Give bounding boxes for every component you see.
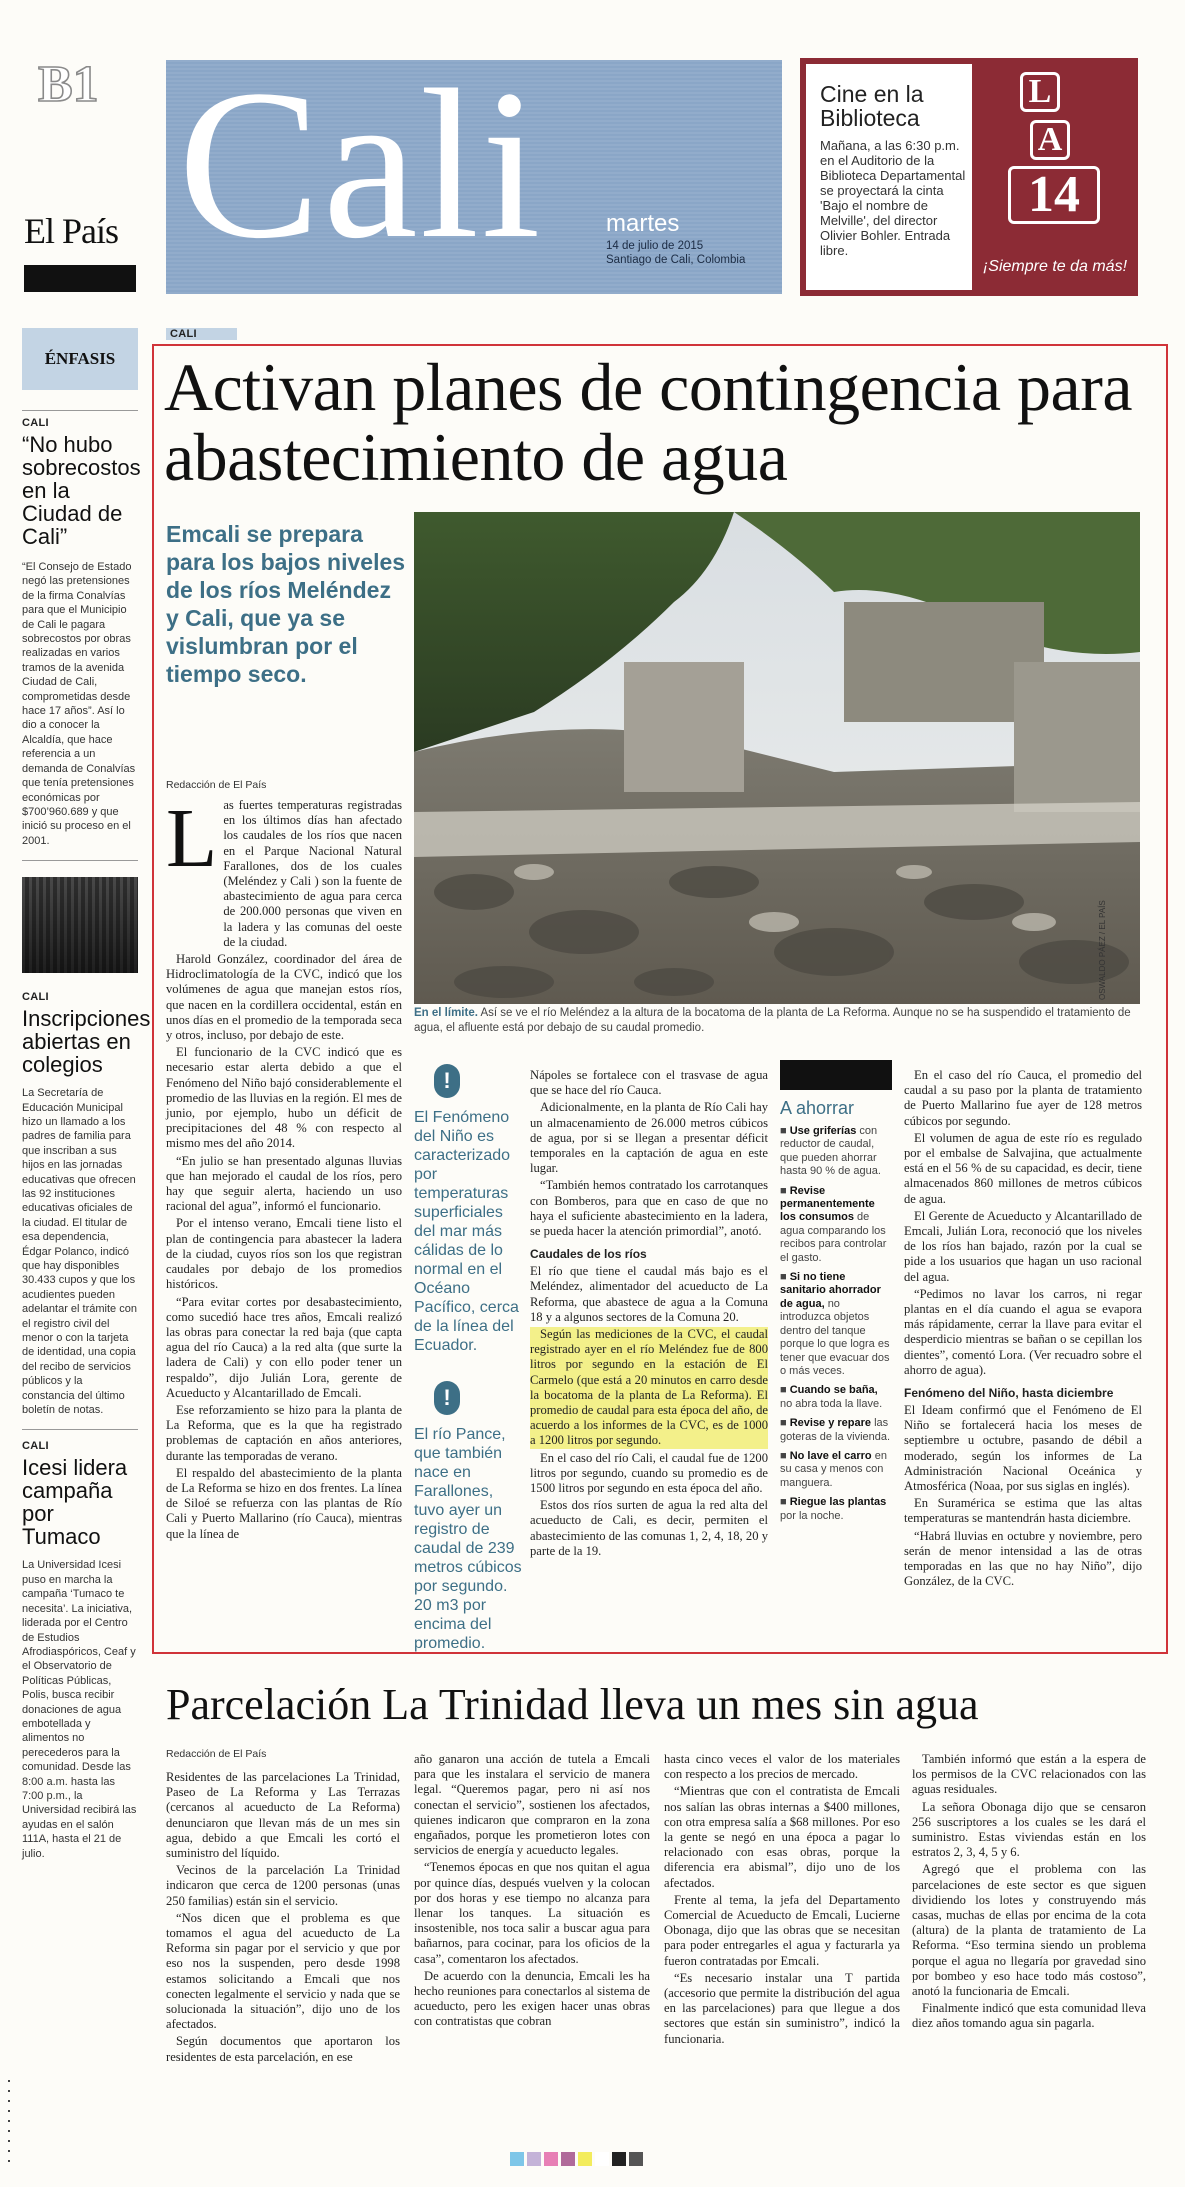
paragraph: Frente al tema, la jefa del Departamento Comercial de Acueducto de Emcali, Lucierne Obonaga, dijo que las obras que se necesitan para poder entregarles el agua y facturarla ya fueron contratadas por Emcali. — [664, 1892, 900, 1968]
exclamation-icon: ! — [434, 1064, 460, 1098]
paragraph: En el caso del río Cauca, el promedio del caudal a su paso por la planta de tratamiento de Puerto Mallarino fue ayer de 128 metros cúbicos por segundo. — [904, 1068, 1142, 1128]
paragraph: El respaldo del abastecimiento de la planta de La Reforma se hizo en dos frentes. La línea de Siloé se refuerza con las plantas de Río Cali y Puerto Mallarino (río Cauca), mientras que la línea de — [166, 1465, 402, 1541]
drop-cap: L — [166, 792, 218, 885]
paragraph: Estos dos ríos surten de agua la red alta del acueducto de Cali, es decir, permiten el abastecimiento de las comunas 1, 2, 4, 18, 20 y parte de la 19. — [530, 1498, 768, 1558]
la14-letter-a: A — [1030, 120, 1070, 160]
paragraph: Ese reforzamiento se hizo para la planta de La Reforma, que es la que ha registrado problemas de captación en años anteriores, durante las temporadas de verano. — [166, 1402, 402, 1463]
main-headline: Activan planes de contingencia para abastecimiento de agua — [164, 349, 1133, 495]
color-swatch — [561, 2152, 575, 2166]
paragraph: año ganaron una acción de tutela a Emcali para que les instalara el servicio de manera legal. “Queremos pagar, pero ni así nos conectan el servicio”, sostienen los afectados, quienes indicaron que compraron en la zona engañados, porque les prometieron lotes con servicios de energía y acueducto legales. — [414, 1752, 650, 1858]
second-headline: Parcelación La Trinidad lleva un mes sin agua — [166, 1680, 979, 1729]
paragraph: Adicionalmente, en la planta de Río Cali hay un almacenamiento de 26.000 metros cúbicos de agua, por si se llegan a presentar déficit temporales en la captación de agua en este lugar. — [530, 1100, 768, 1176]
subhead: Caudales de los ríos — [530, 1247, 647, 1262]
second-col-4 — [912, 1752, 1146, 2034]
main-col-3 — [530, 1068, 768, 1561]
paragraph: Residentes de las parcelaciones La Trinidad, Paseo de La Reforma y Las Terrazas (cercanos al acueducto de La Reforma) denunciaron que llevan más de un mes sin agua, debido a que Emcali les cortó el suministro del líquido. — [166, 1770, 400, 1861]
logo-black-bar — [24, 265, 136, 292]
caption-lead: En el límite. — [414, 1007, 478, 1019]
la14-slogan: ¡Siempre te da más! — [982, 258, 1128, 275]
sidebar-kicker: CALI — [22, 991, 49, 1004]
sidebar-headline: Icesi lidera campaña por Tumaco — [22, 1455, 128, 1550]
main-col-5 — [904, 1068, 1142, 1592]
paragraph: hasta cinco veces el valor de los materiales con respecto a los precios de mercado. — [664, 1752, 900, 1782]
color-swatch — [578, 2152, 592, 2166]
main-col-1 — [166, 792, 402, 1544]
paragraph: Vecinos de la parcelación La Trinidad indicaron que cerca de 1200 personas (unas 250 familias) están sin el servicio. — [166, 1863, 400, 1908]
color-swatch — [612, 2152, 626, 2166]
promo-text: Mañana, a las 6:30 p.m. en el Auditorio de la Biblioteca Departamental se proyectará la cinta 'Bajo el nombre de Melville', del director Olivier Bohler. Entrada libre. — [820, 138, 966, 258]
color-swatch — [510, 2152, 524, 2166]
exclamation-icon: ! — [434, 1381, 460, 1415]
caption-text: Así se ve el río Meléndez a la altura de la bocatoma de la planta de La Reforma. Aunque no se ha suspendido el tratamiento de agua, el afluente está por debajo de su caudal promedio. — [414, 1007, 1131, 1034]
color-swatch — [527, 2152, 541, 2166]
tip-item: ■ Use griferías con reductor de caudal, que pueden ahorrar hasta 90 % de agua. — [780, 1125, 881, 1178]
photo-caption — [414, 1006, 1140, 1036]
main-byline: Redacción de El País — [166, 779, 267, 791]
photo-credit: OSWALDO PÁEZ / EL PAÍS — [1098, 900, 1107, 1000]
issue-day: martes — [606, 210, 680, 237]
sidebar-text: La Universidad Icesi puso en marcha la campaña ‘Tumaco te necesita’. La iniciativa, liderada por el Centro de Estudios Afrodiaspóricos, Ceaf y el Observatorio de Políticas Públicas, Polis, busca recibir donaciones de agua embotellada y alimentos no perecederos para la comunidad. Desde las 8:00 a.m. hasta las 7:00 p.m., la Universidad recibirá las ayudas en el salón 111A, hasta el 21 de julio. — [22, 1559, 137, 1860]
paragraph: “Tenemos épocas en que nos quitan el agua por quince días, después vuelven y la colocan por dos horas y ese tiempo no alcanza para llenar los tanques. La situación es insostenible, nos toca salir a buscar agua para bañarnos, para cocinar, para los oficios de la casa”, comentaron los afectados. — [414, 1860, 650, 1966]
fact-text: El río Pance, que también nace en Farallones, tuvo ayer un registro de caudal de 239 metros cúbicos por segundo. 20 m3 por encima del promedio. — [414, 1426, 522, 1652]
paragraph: “Habrá lluvias en octubre y noviembre, pero serán de menor intensidad a las de otras temporadas en las que no hay Niño”, dijo González, de la CVC. — [904, 1528, 1142, 1589]
paragraph: “Para evitar cortes por desabastecimiento, como sucedió hace tres años, Emcali realizó las obras para conectar la red baja (que capta agua del río Cauca) a la red alta (que surte la ladera de Cali) y con ello poder tener un respaldo”, dijo Julián Lora, gerente de Acueducto y Alcantarillado de Emcali. — [166, 1294, 402, 1400]
sidebar-item[interactable] — [22, 1440, 138, 1861]
paragraph: También informó que están a la espera de los permisos de la CVC relacionados con las aguas residuales. — [912, 1752, 1146, 1797]
paragraph: Por el intenso verano, Emcali tiene listo el plan de contingencia para abastecer la ladera de la ciudad, cuyos ríos son los que registran caudales por debajo de los promedios históricos. — [166, 1216, 402, 1292]
paragraph: El Gerente de Acueducto y Alcantarillado de Emcali, Julián Lora, reconoció que los niveles de los ríos han bajado, razón por la cual se pide a los usuarios que hagan un uso racional del agua. — [904, 1208, 1142, 1284]
paragraph: Nápoles se fortalece con el trasvase de agua que se hace del río Cauca. — [530, 1068, 768, 1098]
paragraph: “En julio se han presentado algunas lluvias que han mejorado el caudal de los ríos, pero hay que seguir alerta, haciendo un uso racional del agua”, informó el funcionario. — [166, 1153, 402, 1214]
sidebar-text: “El Consejo de Estado negó las pretensiones de la firma Conalvías para que el Municipio de Cali le pagara sobrecostos por obras realizadas en varios tramos de la avenida Ciudad de Cali, comprometidas desde hace 17 años”. Así lo dio a conocer la Alcaldía, que hace referencia a un demanda de Conalvías que tenía pretensiones económicas por $700’960.689 y que inició su proceso en el 2001. — [22, 561, 136, 847]
paragraph: “Pedimos no lavar los carros, ni regar plantas en el día cuando el agua se evapora más rápidamente, cerrar la llave para evitar el desperdicio mientras se bañan o se cepillan los dientes”, comentó Lora. (Ver recuadro sobre el ahorro de agua). — [904, 1286, 1142, 1377]
promo-box[interactable] — [800, 58, 1138, 296]
tip-item: ■ Revise y repare las goteras de la vivienda. — [780, 1417, 891, 1443]
sidebar-item[interactable] — [22, 991, 151, 1417]
paragraph: De acuerdo con la denuncia, Emcali les ha hecho reuniones para conectarlos al sistema de acueducto, pero les exigen hacer unas obras con contratistas que cobran — [414, 1968, 650, 2029]
fold-marks — [8, 2080, 10, 2170]
paragraph: as fuertes temperaturas registradas en los últimos días han afectado los caudales de los ríos que nacen en el Parque Nacional Natural Farallones, dos de los cuales (Meléndez y Cali ) son la fuente de abastecimiento de agua para cerca de 200.000 personas que viven en la ladera y las comunas del oeste de la ciudad. — [223, 798, 402, 949]
la14-letter-l: L — [1020, 72, 1060, 112]
paragraph: El Ideam confirmó que el Fenómeno de El Niño se fortalecerá hacia los meses de septiembre u octubre, pasando de débil a moderado, según los informes de La Administración Nacional Oceánica y Atmosférica (Noaa, por sus siglas en inglés). — [904, 1403, 1142, 1494]
paragraph: “Es necesario instalar una T partida (accesorio que permite la distribución del agua en las parcelaciones) para que llegue a dos sectores que están sin suministro”, indicó la funcionaria. — [664, 1970, 900, 2046]
tips-black-bar — [780, 1060, 892, 1090]
highlighted-paragraph: Según las mediciones de la CVC, el caudal registrado ayer en el río Meléndez fue de 800 litros por segundo en la estación de El Carmelo (que está a 20 minutos en carro desde la bocatoma de la planta de La Reforma). El promedio de caudal para esta época del año, de acuerdo a los informes de la CVC, es de 1000 a 1200 litros por segundo. — [530, 1327, 768, 1448]
issue-place: Santiago de Cali, Colombia — [606, 254, 746, 266]
issue-date: 14 de julio de 2015 — [606, 240, 704, 252]
section-code: B1 — [38, 56, 99, 113]
second-col-2 — [414, 1752, 650, 2032]
main-photo — [414, 512, 1140, 1004]
section-banner — [166, 46, 782, 294]
tip-item: ■ Si no tiene sanitario ahorrador de agua, no introduzca objetos dentro del tanque porque lo que logra es tener que evacuar dos o más veces. — [780, 1271, 890, 1377]
paragraph: En el caso del río Cali, el caudal fue de 1200 litros por segundo, cuando su promedio es de 1500 litros por segundo en esta época del año. — [530, 1450, 768, 1496]
tips-title: A ahorrar — [780, 1098, 855, 1118]
color-swatch — [544, 2152, 558, 2166]
paragraph: Según documentos que aportaron los residentes de esta parcelación, en ese — [166, 2034, 400, 2064]
la14-number: 14 — [1008, 166, 1100, 224]
paragraph: El funcionario de la CVC indicó que es necesario estar alerta debido a que el Fenómeno del Niño bajó considerablemente el promedio de las lluvias en la región. El mes de junio, por ejemplo, hubo un déficit de precipitaciones del 48 % con respecto al mismo mes del año 2014. — [166, 1045, 402, 1151]
sidebar-headline: “No hubo sobrecostos en la Ciudad de Cali” — [22, 432, 141, 549]
sidebar-kicker: CALI — [22, 1440, 49, 1453]
tip-item: ■ Revise permanentemente los consumos de agua comparando los recibos para controlar el gasto. — [780, 1184, 887, 1264]
paragraph: En Suramérica se estima que las altas temperaturas se mantendrán hasta diciembre. — [904, 1496, 1142, 1526]
color-swatch — [629, 2152, 643, 2166]
newspaper-logo: El País — [24, 211, 119, 251]
section-name: Cali — [178, 46, 543, 283]
second-col-1 — [166, 1770, 400, 2067]
main-deck: Emcali se prepara para los bajos niveles de los ríos Meléndez y Cali, que ya se vislumbran por el tiempo seco. — [166, 521, 406, 687]
color-registration-strip — [510, 2152, 643, 2166]
sidebar — [22, 328, 151, 1861]
subhead: Fenómeno del Niño, hasta diciembre — [904, 1386, 1114, 1401]
paragraph: Harold González, coordinador del área de Hidroclimatología de la CVC, indicó que los volúmenes de agua que manejan estos ríos, que nacen en la cordillera occidental, están en unos días en el promedio de la temporada seca y otros, incluso, por debajo de este. — [166, 952, 402, 1043]
sidebar-title: ÉNFASIS — [22, 328, 138, 390]
color-swatch — [595, 2152, 609, 2166]
tips-box — [780, 1060, 892, 1529]
paragraph: La señora Obonaga dijo que se censaron 256 suscriptores a los cuales se les dará el suministro. Estas viviendas están en los estratos 2, 3, 4, 5 y 6. — [912, 1799, 1146, 1860]
main-kicker: CALI — [166, 328, 237, 340]
sidebar-headline: Inscripciones abiertas en colegios — [22, 1006, 151, 1078]
tip-item: ■ Cuando se baña, no abra toda la llave. — [780, 1384, 883, 1410]
paragraph: “Nos dicen que el problema es que tomamos el agua del acueducto de La Reforma sin pagar por el servicio y que por eso nos la suspenden, pero desde 1998 estamos solicitando a Emcali que nos conecten legalmente el servicio y nada que se solucionada la situación”, dijo uno de los afectados. — [166, 1910, 400, 2032]
paragraph: El río que tiene el caudal más bajo es el Meléndez, alimentador del acueducto de La Reforma, que abastece de agua a la Comuna 18 y a algunos sectores de la Comuna 20. — [530, 1264, 768, 1324]
paragraph: Finalmente indicó que esta comunidad lleva diez años tomando agua sin pagarla. — [912, 2001, 1146, 2031]
river-photo-illustration — [414, 512, 1140, 1004]
sidebar-thumbnail — [22, 877, 138, 973]
sidebar-kicker: CALI — [22, 417, 49, 429]
paragraph: Agregó que el problema con las parcelaciones de este sector es que siguen dividiendo los lotes y construyendo más casas, muchas de ellas por encima de la cota (altura) de la planta de tratamiento de La Reforma. “Eso termina siendo un problema porque el agua no llegaría por gravedad sino por bombeo y eso hace todo más costoso”, anotó la funcionaria de Emcali. — [912, 1862, 1146, 1999]
second-col-3 — [664, 1752, 900, 2049]
second-byline: Redacción de El País — [166, 1748, 267, 1760]
paragraph: “También hemos contratado los carrotanques con Bomberos, para que en caso de que no haya el suficiente abastecimiento en la ladera, se pueda hacer la atención primordial”, anotó. — [530, 1178, 768, 1239]
sidebar-item[interactable] — [22, 417, 141, 848]
tip-item: ■ No lave el carro en su casa y menos con manguera. — [780, 1449, 887, 1489]
sidebar-text: La Secretaría de Educación Municipal hizo un llamado a los padres de familia para que inscriban a sus hijos en las jornadas educativas que ofrecen las 92 instituciones educativas oficiales de la ciudad. El titular de esa dependencia, Édgar Polanco, indicó que hay disponibles 30.433 cupos y que los acudientes pueden adelantar el trámite con el registro civil del menor o con la tarjeta de identidad, una copia del recibo de servicios públicos y la constancia del último boletín de notas. — [22, 1087, 137, 1417]
paragraph: El volumen de agua de este río es regulado por el embalse de Salvajina, que actualmente está en el 56 % de su capacidad, es decir, tiene almacenados 860 millones de metros cúbicos de agua. — [904, 1130, 1142, 1206]
factbox — [414, 1064, 522, 1653]
paragraph: “Mientras que con el contratista de Emcali nos salían las obras internas a $400 millones, con otra empresa salía a $68 millones. Por eso la gente se negó en una época a pagar lo relacionado con esas obras, porque la diferencia era abismal”, dijo uno de los afectados. — [664, 1784, 900, 1890]
la14-logo — [972, 58, 1138, 296]
fact-text: El Fenómeno del Niño es caracterizado por temperaturas superficiales del mar más cálidas de lo normal en el Océano Pacífico, cerca de la línea del Ecuador. — [414, 1109, 519, 1354]
tip-item: ■ Riegue las plantas por la noche. — [780, 1496, 887, 1522]
promo-title: Cine en la Biblioteca — [820, 81, 924, 131]
